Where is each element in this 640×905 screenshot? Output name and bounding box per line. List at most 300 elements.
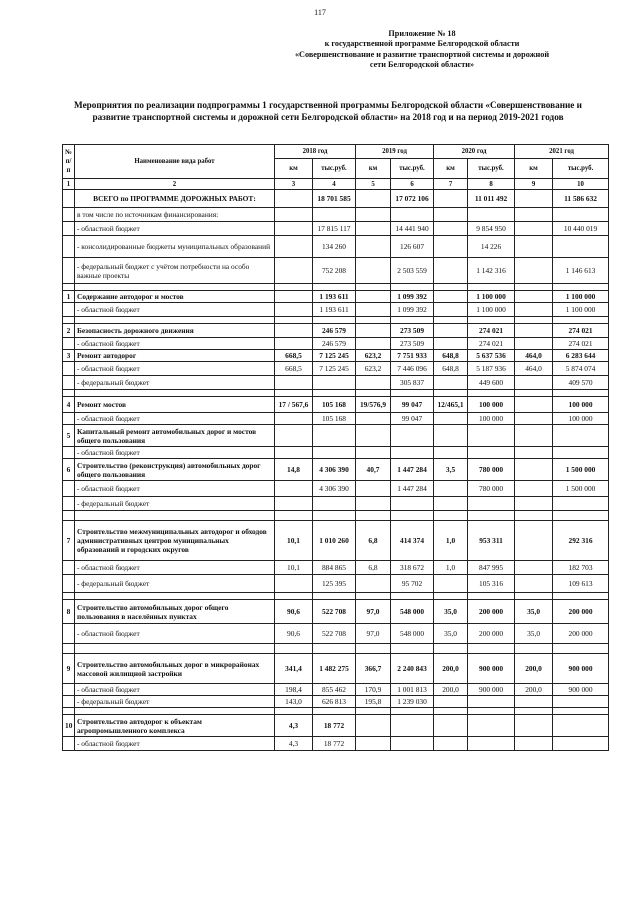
empty-cell: [75, 317, 275, 324]
empty-cell: [468, 284, 515, 291]
work-type-name: - областной бюджет: [75, 222, 275, 236]
amount-cell: 200 000: [468, 624, 515, 644]
document-title: [44, 99, 612, 123]
row-number: [63, 208, 75, 222]
column-index: 5: [356, 179, 391, 190]
row-number: [63, 222, 75, 236]
amount-cell: 1 099 392: [391, 303, 434, 317]
km-cell: [515, 561, 553, 575]
table-row: [63, 190, 609, 208]
empty-cell: [515, 644, 553, 654]
amount-cell: 274 021: [468, 324, 515, 338]
amount-cell: [553, 715, 609, 737]
row-number: 8: [63, 600, 75, 624]
amount-cell: 99 047: [391, 413, 434, 425]
km-cell: 17 / 567,6: [275, 397, 313, 413]
amount-cell: 1 239 030: [391, 696, 434, 708]
km-cell: [515, 715, 553, 737]
km-cell: [275, 575, 313, 593]
empty-cell: [275, 390, 313, 397]
empty-cell: [75, 644, 275, 654]
km-cell: 170,9: [356, 684, 391, 696]
amount-cell: 522 708: [313, 600, 356, 624]
empty-cell: [468, 317, 515, 324]
table-row: [63, 696, 609, 708]
amount-cell: [391, 715, 434, 737]
page-number: 117: [314, 8, 326, 17]
km-cell: [515, 338, 553, 350]
empty-cell: [434, 390, 468, 397]
km-cell: [515, 236, 553, 258]
empty-cell: [553, 511, 609, 521]
column-subheader-km: км: [356, 159, 391, 179]
table-row: [63, 376, 609, 390]
km-cell: 10,1: [275, 561, 313, 575]
table-row: [63, 684, 609, 696]
empty-cell: [356, 708, 391, 715]
amount-cell: 548 000: [391, 624, 434, 644]
km-cell: [275, 208, 313, 222]
km-cell: 4,3: [275, 715, 313, 737]
column-header-name: Наименование вида работ: [75, 145, 275, 179]
amount-cell: 1 100 000: [553, 303, 609, 317]
appendix-header: [272, 29, 572, 71]
column-index: 7: [434, 179, 468, 190]
work-type-name: - федеральный бюджет: [75, 497, 275, 511]
amount-cell: 2 503 559: [391, 258, 434, 284]
km-cell: 12/465,1: [434, 397, 468, 413]
km-cell: [434, 324, 468, 338]
km-cell: [356, 447, 391, 459]
km-cell: 200,0: [434, 654, 468, 684]
appendix-line: «Совершенствование и развитие транспортной системы и дорожной: [294, 49, 550, 59]
document-title-line: Мероприятия по реализации подпрограммы 1 государственной программы Белгородской области «Совершенствование и: [74, 100, 582, 110]
amount-cell: 9 854 950: [468, 222, 515, 236]
row-number: 1: [63, 291, 75, 303]
table-row: [63, 481, 609, 497]
amount-cell: 4 306 390: [313, 481, 356, 497]
km-cell: 90,6: [275, 600, 313, 624]
km-cell: 35,0: [515, 600, 553, 624]
amount-cell: [468, 497, 515, 511]
empty-cell: [553, 593, 609, 600]
amount-cell: [468, 447, 515, 459]
km-cell: 90,6: [275, 624, 313, 644]
amount-cell: 105 316: [468, 575, 515, 593]
row-number: 6: [63, 459, 75, 481]
km-cell: [434, 222, 468, 236]
km-cell: [434, 376, 468, 390]
empty-cell: [553, 644, 609, 654]
km-cell: 10,1: [275, 521, 313, 561]
amount-cell: 855 462: [313, 684, 356, 696]
amount-cell: 900 000: [553, 684, 609, 696]
table-row: [63, 654, 609, 684]
amount-cell: [391, 497, 434, 511]
empty-cell: [356, 317, 391, 324]
km-cell: [356, 413, 391, 425]
spacer-row: [63, 593, 609, 600]
amount-cell: 305 837: [391, 376, 434, 390]
spacer-row: [63, 284, 609, 291]
table-row: [63, 459, 609, 481]
empty-cell: [434, 511, 468, 521]
empty-cell: [275, 644, 313, 654]
table-row: [63, 362, 609, 376]
row-number: [63, 737, 75, 751]
empty-cell: [515, 390, 553, 397]
work-type-name: ВСЕГО по ПРОГРАММЕ ДОРОЖНЫХ РАБОТ:: [75, 190, 275, 208]
amount-cell: [313, 447, 356, 459]
table-row: [63, 715, 609, 737]
amount-cell: [553, 208, 609, 222]
km-cell: [434, 715, 468, 737]
km-cell: [434, 303, 468, 317]
empty-cell: [391, 708, 434, 715]
km-cell: [356, 208, 391, 222]
km-cell: [434, 737, 468, 751]
amount-cell: 10 440 019: [553, 222, 609, 236]
empty-cell: [63, 708, 75, 715]
appendix-line: к государственной программе Белгородской области: [324, 39, 520, 49]
amount-cell: 1 500 000: [553, 481, 609, 497]
column-header-number: № п/п: [63, 145, 75, 179]
work-type-name: Строительство межмуниципальных автодорог и обходов административных центров муниципальных образований и городских округов: [75, 521, 275, 561]
empty-cell: [75, 708, 275, 715]
work-type-name: Строительство автомобильных дорог общего пользования в населённых пунктах: [75, 600, 275, 624]
km-cell: 14,8: [275, 459, 313, 481]
empty-cell: [75, 511, 275, 521]
amount-cell: 100 000: [553, 413, 609, 425]
work-type-name: - консолидированные бюджеты муниципальных образований: [75, 236, 275, 258]
work-type-name: Капитальный ремонт автомобильных дорог и мостов общего пользования: [75, 425, 275, 447]
km-cell: [515, 737, 553, 751]
empty-cell: [356, 593, 391, 600]
empty-cell: [515, 284, 553, 291]
amount-cell: 1 447 284: [391, 481, 434, 497]
amount-cell: 318 672: [391, 561, 434, 575]
empty-cell: [75, 593, 275, 600]
amount-cell: 14 441 940: [391, 222, 434, 236]
row-number: 4: [63, 397, 75, 413]
empty-cell: [391, 284, 434, 291]
km-cell: [356, 303, 391, 317]
work-type-name: - федеральный бюджет: [75, 696, 275, 708]
km-cell: [515, 521, 553, 561]
km-cell: 623,2: [356, 350, 391, 362]
amount-cell: 780 000: [468, 459, 515, 481]
empty-cell: [553, 317, 609, 324]
work-type-name: - областной бюджет: [75, 624, 275, 644]
amount-cell: 105 168: [313, 413, 356, 425]
measures-table: [62, 144, 609, 751]
km-cell: [434, 497, 468, 511]
km-cell: [515, 324, 553, 338]
column-index: 10: [553, 179, 609, 190]
column-subheader-km: км: [275, 159, 313, 179]
amount-cell: 1 100 000: [468, 303, 515, 317]
empty-cell: [356, 284, 391, 291]
empty-cell: [313, 644, 356, 654]
amount-cell: 200 000: [553, 600, 609, 624]
column-subheader-km: км: [515, 159, 553, 179]
amount-cell: 1 447 284: [391, 459, 434, 481]
km-cell: [356, 236, 391, 258]
spacer-row: [63, 317, 609, 324]
amount-cell: [313, 425, 356, 447]
km-cell: [515, 425, 553, 447]
table-row: [63, 521, 609, 561]
amount-cell: 1 193 611: [313, 303, 356, 317]
km-cell: 200,0: [515, 684, 553, 696]
km-cell: [515, 497, 553, 511]
row-number: [63, 303, 75, 317]
km-cell: [515, 303, 553, 317]
work-type-name: в том числе по источникам финансирования:: [75, 208, 275, 222]
km-cell: 623,2: [356, 362, 391, 376]
empty-cell: [434, 317, 468, 324]
km-cell: [356, 575, 391, 593]
amount-cell: 884 865: [313, 561, 356, 575]
km-cell: [515, 459, 553, 481]
empty-cell: [434, 644, 468, 654]
km-cell: 668,5: [275, 350, 313, 362]
row-number: [63, 696, 75, 708]
amount-cell: 1 001 813: [391, 684, 434, 696]
row-number: 2: [63, 324, 75, 338]
km-cell: 6,8: [356, 521, 391, 561]
empty-cell: [434, 708, 468, 715]
empty-cell: [553, 708, 609, 715]
empty-cell: [468, 593, 515, 600]
empty-cell: [515, 317, 553, 324]
km-cell: [434, 258, 468, 284]
amount-cell: [468, 425, 515, 447]
spacer-row: [63, 644, 609, 654]
empty-cell: [75, 284, 275, 291]
table-row: [63, 425, 609, 447]
amount-cell: 274 021: [553, 324, 609, 338]
table-row: [63, 236, 609, 258]
column-header-year: 2018 год: [275, 145, 356, 159]
row-number: 7: [63, 521, 75, 561]
km-cell: [515, 481, 553, 497]
km-cell: [434, 481, 468, 497]
km-cell: [434, 208, 468, 222]
empty-cell: [313, 511, 356, 521]
table-row: [63, 447, 609, 459]
km-cell: [275, 324, 313, 338]
km-cell: 97,0: [356, 624, 391, 644]
work-type-name: Строительство автомобильных дорог в микрорайонах массовой жилищной застройки: [75, 654, 275, 684]
amount-cell: 274 021: [553, 338, 609, 350]
km-cell: 3,5: [434, 459, 468, 481]
amount-cell: [391, 737, 434, 751]
work-type-name: Ремонт автодорог: [75, 350, 275, 362]
table-row: [63, 624, 609, 644]
amount-cell: [553, 236, 609, 258]
km-cell: [356, 338, 391, 350]
km-cell: 200,0: [515, 654, 553, 684]
row-number: [63, 190, 75, 208]
table-row: [63, 258, 609, 284]
km-cell: 143,0: [275, 696, 313, 708]
column-header-year: 2021 год: [515, 145, 609, 159]
amount-cell: 2 240 843: [391, 654, 434, 684]
empty-cell: [468, 390, 515, 397]
row-number: 5: [63, 425, 75, 447]
empty-cell: [63, 390, 75, 397]
km-cell: [515, 575, 553, 593]
km-cell: [515, 258, 553, 284]
empty-cell: [63, 593, 75, 600]
table-row: [63, 737, 609, 751]
work-type-name: - областной бюджет: [75, 413, 275, 425]
amount-cell: 200 000: [468, 600, 515, 624]
km-cell: [275, 376, 313, 390]
work-type-name: - областной бюджет: [75, 338, 275, 350]
empty-cell: [275, 708, 313, 715]
amount-cell: 4 306 390: [313, 459, 356, 481]
km-cell: [275, 236, 313, 258]
amount-cell: 273 509: [391, 338, 434, 350]
amount-cell: 7 125 245: [313, 350, 356, 362]
work-type-name: - областной бюджет: [75, 447, 275, 459]
amount-cell: [553, 497, 609, 511]
amount-cell: [553, 425, 609, 447]
km-cell: [356, 190, 391, 208]
amount-cell: 7 125 245: [313, 362, 356, 376]
amount-cell: 752 208: [313, 258, 356, 284]
amount-cell: 14 226: [468, 236, 515, 258]
km-cell: 668,5: [275, 362, 313, 376]
row-number: [63, 338, 75, 350]
amount-cell: 11 011 492: [468, 190, 515, 208]
amount-cell: 626 813: [313, 696, 356, 708]
table-row: [63, 291, 609, 303]
amount-cell: 182 703: [553, 561, 609, 575]
amount-cell: 18 701 585: [313, 190, 356, 208]
row-number: [63, 413, 75, 425]
amount-cell: [313, 208, 356, 222]
work-type-name: Ремонт мостов: [75, 397, 275, 413]
work-type-name: - областной бюджет: [75, 684, 275, 696]
table-row: [63, 600, 609, 624]
amount-cell: [391, 208, 434, 222]
amount-cell: 449 600: [468, 376, 515, 390]
amount-cell: 246 579: [313, 338, 356, 350]
work-type-name: Строительство (реконструкция) автомобильных дорог общего пользования: [75, 459, 275, 481]
table-row: [63, 338, 609, 350]
amount-cell: 522 708: [313, 624, 356, 644]
empty-cell: [313, 390, 356, 397]
amount-cell: 900 000: [553, 654, 609, 684]
amount-cell: 1 146 613: [553, 258, 609, 284]
column-index: 8: [468, 179, 515, 190]
km-cell: [515, 696, 553, 708]
column-subheader-rub: тыс.руб.: [468, 159, 515, 179]
empty-cell: [275, 317, 313, 324]
km-cell: [515, 208, 553, 222]
empty-cell: [313, 593, 356, 600]
empty-cell: [75, 390, 275, 397]
empty-cell: [275, 593, 313, 600]
work-type-name: - федеральный бюджет с учётом потребности на особо важные проекты: [75, 258, 275, 284]
amount-cell: 409 570: [553, 376, 609, 390]
row-number: 10: [63, 715, 75, 737]
row-number: [63, 684, 75, 696]
km-cell: 341,4: [275, 654, 313, 684]
km-cell: 1,0: [434, 521, 468, 561]
table-row: [63, 303, 609, 317]
empty-cell: [468, 644, 515, 654]
empty-cell: [553, 284, 609, 291]
empty-cell: [434, 593, 468, 600]
work-type-name: - областной бюджет: [75, 737, 275, 751]
work-type-name: - областной бюджет: [75, 303, 275, 317]
table-row: [63, 497, 609, 511]
amount-cell: 18 772: [313, 737, 356, 751]
km-cell: [356, 324, 391, 338]
km-cell: [275, 291, 313, 303]
column-subheader-rub: тыс.руб.: [313, 159, 356, 179]
row-number: 9: [63, 654, 75, 684]
row-number: [63, 624, 75, 644]
empty-cell: [391, 390, 434, 397]
column-index: 1: [63, 179, 75, 190]
amount-cell: 17 815 117: [313, 222, 356, 236]
table-row: [63, 350, 609, 362]
amount-cell: 1 100 000: [468, 291, 515, 303]
amount-cell: 7 751 933: [391, 350, 434, 362]
amount-cell: 548 000: [391, 600, 434, 624]
km-cell: [434, 425, 468, 447]
column-index: 4: [313, 179, 356, 190]
amount-cell: 1 193 611: [313, 291, 356, 303]
amount-cell: 95 702: [391, 575, 434, 593]
empty-cell: [515, 593, 553, 600]
amount-cell: 780 000: [468, 481, 515, 497]
km-cell: [515, 190, 553, 208]
km-cell: [356, 291, 391, 303]
km-cell: [275, 497, 313, 511]
empty-cell: [313, 317, 356, 324]
amount-cell: 246 579: [313, 324, 356, 338]
empty-cell: [275, 284, 313, 291]
empty-cell: [313, 708, 356, 715]
km-cell: [434, 236, 468, 258]
km-cell: [434, 575, 468, 593]
km-cell: [515, 397, 553, 413]
row-number: [63, 376, 75, 390]
amount-cell: 292 316: [553, 521, 609, 561]
km-cell: [275, 258, 313, 284]
amount-cell: [391, 447, 434, 459]
amount-cell: 99 047: [391, 397, 434, 413]
empty-cell: [515, 511, 553, 521]
row-number: [63, 481, 75, 497]
empty-cell: [468, 511, 515, 521]
amount-cell: [468, 696, 515, 708]
column-index: 3: [275, 179, 313, 190]
km-cell: 195,8: [356, 696, 391, 708]
amount-cell: 1 142 316: [468, 258, 515, 284]
table-body: [63, 190, 609, 751]
km-cell: 35,0: [515, 624, 553, 644]
km-cell: [434, 447, 468, 459]
amount-cell: 7 446 096: [391, 362, 434, 376]
km-cell: 40,7: [356, 459, 391, 481]
